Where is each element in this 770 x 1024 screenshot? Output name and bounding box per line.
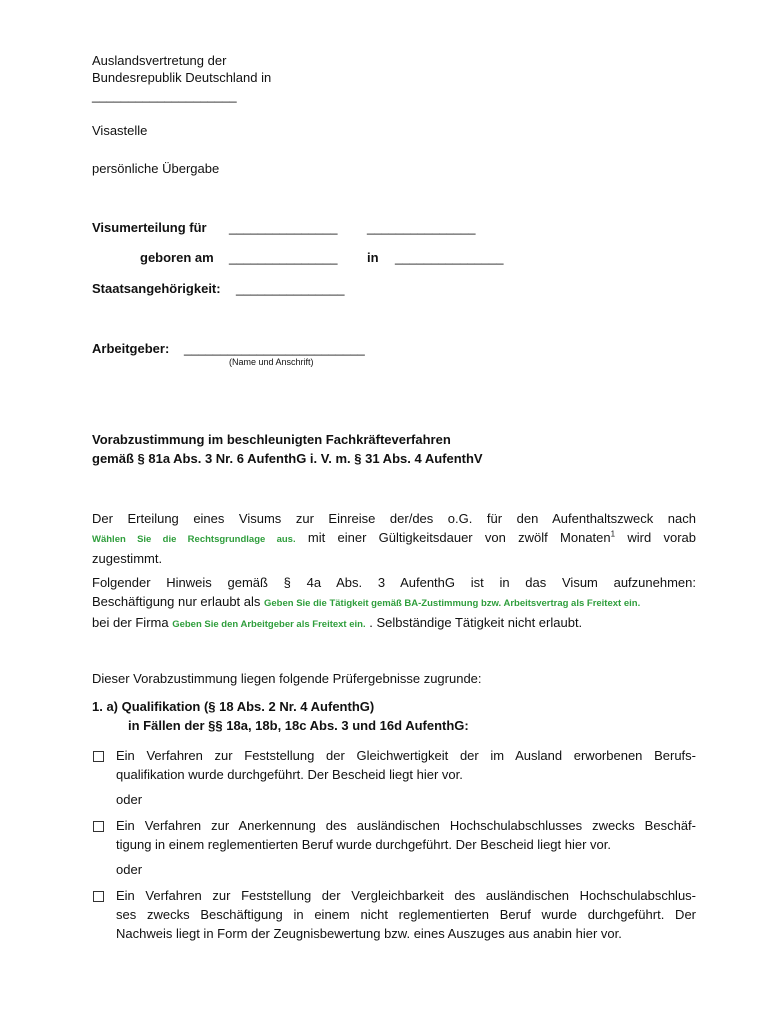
option-3-line-1: Ein Verfahren zur Feststellung der Vergleichbarkeit des ausländischen Hochschulabschlus- [116, 888, 696, 903]
employer-label: Arbeitgeber: [92, 341, 170, 356]
legal-basis-field[interactable]: Wählen Sie die Rechtsgrundlage aus. [92, 534, 296, 545]
option-text-3 [116, 886, 696, 943]
option-1-line-1: Ein Verfahren zur Feststellung der Gleichwertigkeit der im Ausland erworbenen Berufs- [116, 748, 696, 763]
option-1-line-2: qualifikation wurde durchgeführt. Der Bescheid liegt hier vor. [116, 767, 463, 782]
embassy-line-2: Bundesrepublik Deutschland in [92, 70, 272, 85]
handover-label: persönliche Übergabe [92, 161, 220, 176]
embassy-line-1: Auslandsvertretung der [92, 53, 227, 68]
paragraph-notice [92, 573, 696, 634]
paragraph-approval-line-2 [92, 528, 696, 549]
birth-date-label: geboren am [140, 250, 214, 265]
option-checkbox-2[interactable] [93, 821, 104, 832]
visa-issue-label: Visumerteilung für [92, 220, 207, 235]
employer-hint: (Name und Anschrift) [229, 357, 314, 367]
section-heading-1: 1. a) Qualifikation (§ 18 Abs. 2 Nr. 4 AufenthG) [92, 699, 375, 714]
birth-date-blank[interactable]: _______________ [229, 250, 338, 265]
paragraph-approval-line-3: zugestimmt. [92, 551, 163, 566]
employer-field[interactable]: Geben Sie den Arbeitgeber als Freitext ein. [172, 619, 366, 630]
oder-separator-2: oder [116, 862, 143, 877]
employment-text: Beschäftigung nur erlaubt als [92, 594, 264, 609]
visa-name-blank-1[interactable]: _______________ [229, 220, 338, 235]
validity-text: mit einer Gültigkeitsdauer von zwölf Monaten [295, 530, 611, 545]
paragraph-approval-line-1: Der Erteilung eines Visums zur Einreise der/des o.G. für den Aufenthaltszweck nach [92, 511, 696, 526]
title-line-1: Vorabzustimmung im beschleunigten Fachkräfteverfahren [92, 432, 451, 447]
employer-blank[interactable]: _________________________ [184, 341, 365, 356]
option-text-1 [116, 746, 696, 784]
option-3-line-2: ses zwecks Beschäftigung in einem nicht reglementierten Beruf wurde durchgeführt. Der [116, 907, 696, 922]
approval-text: wird vorab [615, 530, 697, 545]
company-text: bei der Firma [92, 615, 173, 630]
footnote-ref: 1 [610, 529, 616, 539]
nationality-blank[interactable]: _______________ [236, 281, 345, 296]
oder-separator-1: oder [116, 792, 143, 807]
birth-place-label: in [367, 250, 379, 265]
option-text-2 [116, 816, 696, 854]
option-2-line-1: Ein Verfahren zur Anerkennung des ausländischen Hochschulabschlusses zwecks Beschäf- [116, 818, 696, 833]
paragraph-notice-line-3 [92, 613, 696, 634]
option-2-line-2: tigung in einem reglementierten Beruf wurde durchgeführt. Der Bescheid liegt hier vor. [116, 837, 611, 852]
visastelle-label: Visastelle [92, 123, 148, 138]
option-3-line-3: Nachweis liegt in Form der Zeugnisbewertung bzw. eines Auszuges aus anabin hier vor. [116, 926, 622, 941]
embassy-location-blank[interactable]: ____________________ [92, 88, 237, 103]
birth-place-blank[interactable]: _______________ [395, 250, 504, 265]
option-checkbox-3[interactable] [93, 891, 104, 902]
option-checkbox-1[interactable] [93, 751, 104, 762]
nationality-label: Staatsangehörigkeit: [92, 281, 221, 296]
visa-name-blank-2[interactable]: _______________ [367, 220, 476, 235]
self-employment-text: . Selbständige Tätigkeit nicht erlaubt. [365, 615, 583, 630]
section-heading-2: in Fällen der §§ 18a, 18b, 18c Abs. 3 und 16d AufenthG: [128, 718, 469, 733]
paragraph-notice-line-1: Folgender Hinweis gemäß § 4a Abs. 3 AufenthG ist in das Visum aufzunehmen: [92, 575, 696, 590]
paragraph-approval [92, 509, 696, 568]
occupation-field[interactable]: Geben Sie die Tätigkeit gemäß BA-Zustimmung bzw. Arbeitsvertrag als Freitext ein. [264, 598, 641, 609]
paragraph-notice-line-2 [92, 592, 696, 613]
findings-intro: Dieser Vorabzustimmung liegen folgende Prüfergebnisse zugrunde: [92, 671, 482, 686]
title-line-2: gemäß § 81a Abs. 3 Nr. 6 AufenthG i. V. m. § 31 Abs. 4 AufenthV [92, 451, 483, 466]
